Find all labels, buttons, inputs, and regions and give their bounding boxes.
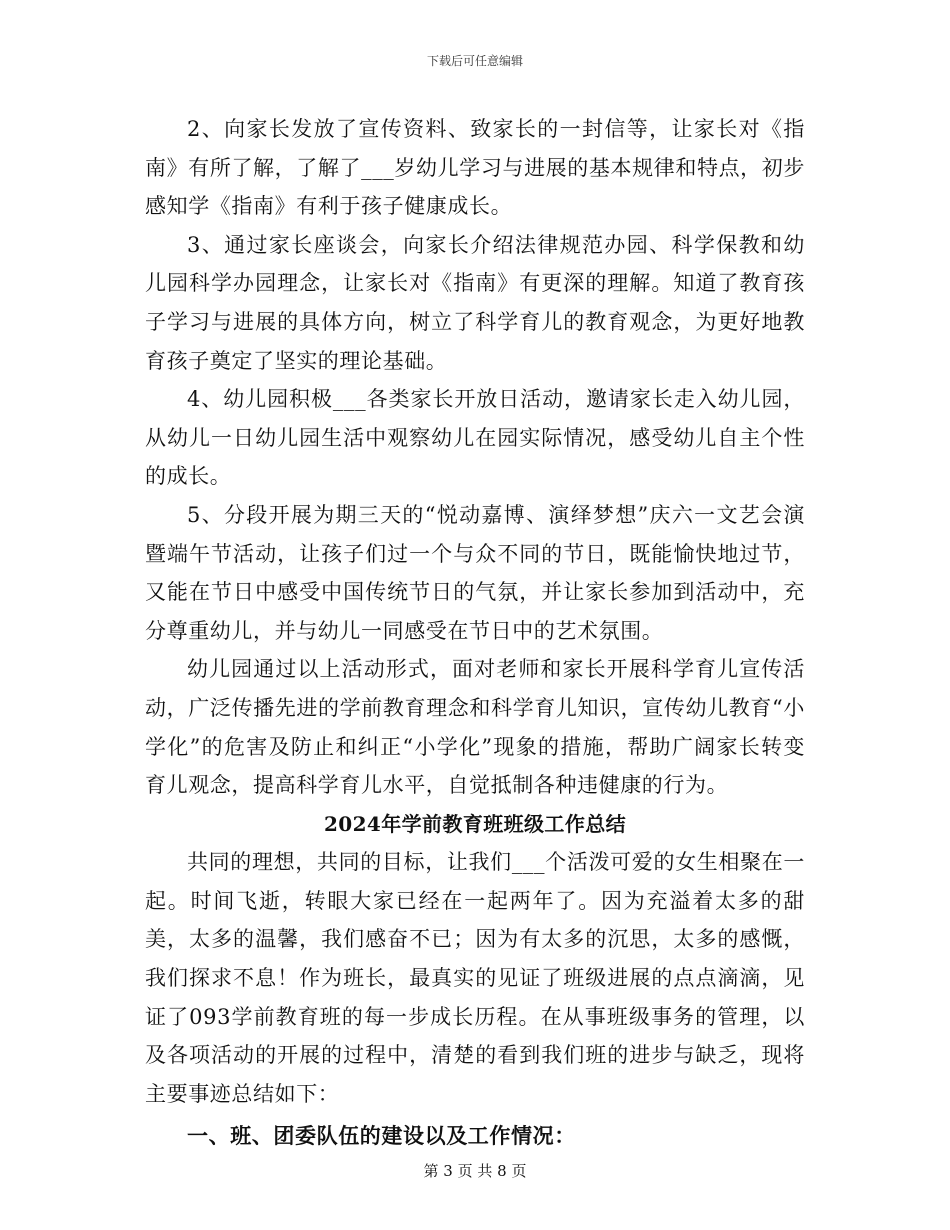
paragraph-item-3: 3、通过家长座谈会，向家长介绍法律规范办园、科学保教和幼儿园科学办园理念，让家长对《指南》有更深的理解。知道了教育孩子学习与进展的具体方向，树立了科学育儿的教育观念，为更好地教育孩子奠定了坚实的理论基础。 [145, 232, 805, 373]
page-header: 下载后可任意编辑 [426, 54, 523, 68]
page-number: 第 3 页 共 8 页 [423, 1162, 527, 1180]
document-body [145, 110, 805, 1156]
section-heading: 一、班、团委队伍的建设以及工作情况： [187, 1123, 576, 1149]
paragraph-item-5: 5、分段开展为期三天的“悦动嘉博、演绎梦想”庆六一文艺会演暨端午节活动，让孩子们过一个与众不同的节日，既能愉快地过节，又能在节日中感受中国传统节日的气氛，并让家长参加到活动中，充分尊重幼儿，并与幼儿一同感受在节日中的艺术氛围。 [145, 502, 805, 643]
paragraph-intro: 共同的理想，共同的目标，让我们___个活泼可爱的女生相聚在一起。时间飞逝，转眼大家已经在一起两年了。因为充溢着太多的甜美，太多的温馨，我们感奋不已；因为有太多的沉思，太多的感慨，我们探求不息！作为班长，最真实的见证了班级进展的点点滴滴，见证了093学前教育班的每一步成长历程。在从事班级事务的管理，以及各项活动的开展的过程中，清楚的看到我们班的进步与缺乏，现将主要事迹总结如下： [145, 850, 805, 1106]
document-title: 2024年学前教育班班级工作总结 [323, 811, 627, 836]
paragraph-item-2: 2、向家长发放了宣传资料、致家长的一封信等，让家长对《指南》有所了解，了解了___岁幼儿学习与进展的基本规律和特点，初步感知学《指南》有利于孩子健康成长。 [145, 117, 805, 219]
paragraph-summary: 幼儿园通过以上活动形式，面对老师和家长开展科学育儿宣传活动，广泛传播先进的学前教育理念和科学育儿知识，宣传幼儿教育“小学化”的危害及防止和纠正“小学化”现象的措施，帮助广阔家长转变育儿观念，提高科学育儿水平，自觉抵制各种违健康的行为。 [145, 657, 805, 798]
paragraph-item-4: 4、幼儿园积极___各类家长开放日活动，邀请家长走入幼儿园，从幼儿一日幼儿园生活中观察幼儿在园实际情况，感受幼儿自主个性的成长。 [145, 387, 805, 489]
